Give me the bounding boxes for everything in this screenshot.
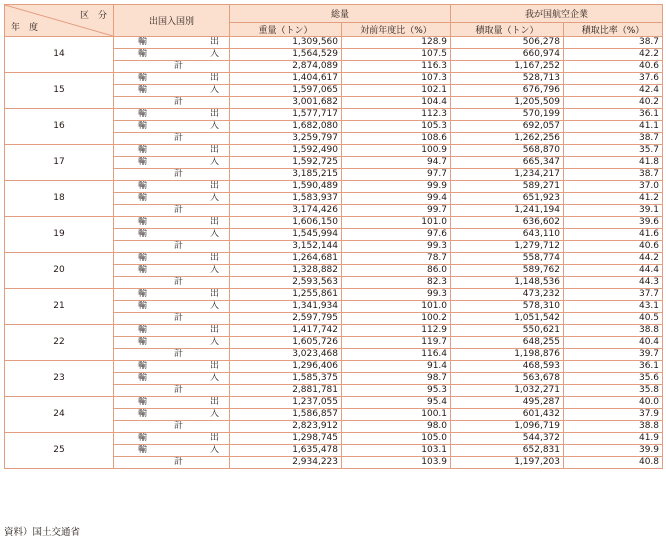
yoy-cell: 107.3 xyxy=(342,73,451,85)
load-ratio-cell: 38.7 xyxy=(564,37,663,49)
weight-cell: 3,174,426 xyxy=(230,205,342,217)
direction-cell xyxy=(114,253,230,265)
total-label: 計 xyxy=(174,421,184,431)
import-label-char2: 入 xyxy=(210,49,220,59)
export-label-char2: 出 xyxy=(210,109,220,119)
weight-cell: 2,593,563 xyxy=(230,277,342,289)
direction-cell xyxy=(114,409,230,421)
export-label-char1: 輸 xyxy=(138,181,148,191)
load-ratio-cell: 39.7 xyxy=(564,349,663,361)
yoy-cell: 97.7 xyxy=(342,169,451,181)
weight-header-label: 重量（トン） xyxy=(258,26,313,36)
weight-cell: 1,237,055 xyxy=(230,397,342,409)
loaded-cell: 506,278 xyxy=(451,37,564,49)
export-label-char1: 輸 xyxy=(138,325,148,335)
weight-cell: 1,583,937 xyxy=(230,193,342,205)
direction-cell xyxy=(114,373,230,385)
load-ratio-cell: 35.7 xyxy=(564,145,663,157)
weight-cell: 2,597,795 xyxy=(230,313,342,325)
year-cell: 14 xyxy=(5,37,114,73)
yoy-header-label: 対前年度比（%） xyxy=(360,26,432,36)
yoy-cell: 112.3 xyxy=(342,109,451,121)
export-label-char1: 輸 xyxy=(138,109,148,119)
load-ratio-cell: 38.8 xyxy=(564,325,663,337)
total-label: 計 xyxy=(174,457,184,467)
direction-cell xyxy=(114,49,230,61)
load-ratio-cell: 41.2 xyxy=(564,193,663,205)
year-cell: 22 xyxy=(5,325,114,361)
total-label: 計 xyxy=(174,133,184,143)
loaded-cell: 495,287 xyxy=(451,397,564,409)
yoy-cell: 104.4 xyxy=(342,97,451,109)
import-label-char2: 入 xyxy=(210,85,220,95)
direction-header-label: 出国入国別 xyxy=(148,17,194,27)
yoy-cell: 101.0 xyxy=(342,301,451,313)
loaded-cell: 1,197,203 xyxy=(451,457,564,469)
table-row xyxy=(5,181,663,193)
direction-cell xyxy=(114,457,230,469)
yoy-cell: 99.3 xyxy=(342,289,451,301)
export-label-char2: 出 xyxy=(210,73,220,83)
yoy-cell: 98.0 xyxy=(342,421,451,433)
yoy-cell: 128.9 xyxy=(342,37,451,49)
total-label: 計 xyxy=(174,385,184,395)
load-ratio-cell: 44.4 xyxy=(564,265,663,277)
table-row xyxy=(5,217,663,229)
loaded-cell: 1,234,217 xyxy=(451,169,564,181)
year-cell: 23 xyxy=(5,361,114,397)
loaded-cell: 568,870 xyxy=(451,145,564,157)
export-label-char2: 出 xyxy=(210,217,220,227)
direction-cell xyxy=(114,313,230,325)
loaded-cell: 468,593 xyxy=(451,361,564,373)
load-ratio-cell: 36.1 xyxy=(564,109,663,121)
category-label: 区 分 xyxy=(79,11,107,21)
load-ratio-cell: 37.6 xyxy=(564,73,663,85)
yoy-cell: 99.3 xyxy=(342,241,451,253)
import-label-char2: 入 xyxy=(210,193,220,203)
load-ratio-cell: 42.2 xyxy=(564,49,663,61)
weight-cell: 1,296,406 xyxy=(230,361,342,373)
export-label-char1: 輸 xyxy=(138,73,148,83)
yoy-cell: 99.7 xyxy=(342,205,451,217)
import-label-char2: 入 xyxy=(210,265,220,275)
direction-cell xyxy=(114,61,230,73)
loaded-cell: 1,167,252 xyxy=(451,61,564,73)
weight-cell: 2,934,223 xyxy=(230,457,342,469)
import-label-char2: 入 xyxy=(210,229,220,239)
direction-cell xyxy=(114,325,230,337)
yoy-cell: 108.6 xyxy=(342,133,451,145)
load-ratio-cell: 36.1 xyxy=(564,361,663,373)
loaded-cell: 1,205,509 xyxy=(451,97,564,109)
weight-cell: 1,341,934 xyxy=(230,301,342,313)
direction-header xyxy=(114,5,230,37)
export-label-char2: 出 xyxy=(210,289,220,299)
load-ratio-header-label: 積取比率（%） xyxy=(581,26,645,36)
export-label-char1: 輸 xyxy=(138,289,148,299)
loaded-cell: 570,199 xyxy=(451,109,564,121)
load-ratio-cell: 43.1 xyxy=(564,301,663,313)
load-ratio-cell: 37.9 xyxy=(564,409,663,421)
import-label-char1: 輸 xyxy=(138,337,148,347)
cargo-table xyxy=(4,4,663,469)
table-row xyxy=(5,433,663,445)
yoy-cell: 105.3 xyxy=(342,121,451,133)
total-group-label: 総量 xyxy=(331,10,350,20)
table-row xyxy=(5,397,663,409)
yoy-cell: 100.9 xyxy=(342,145,451,157)
weight-cell: 1,417,742 xyxy=(230,325,342,337)
weight-cell: 3,152,144 xyxy=(230,241,342,253)
loaded-cell: 1,198,876 xyxy=(451,349,564,361)
yoy-cell: 98.7 xyxy=(342,373,451,385)
loaded-cell: 589,762 xyxy=(451,265,564,277)
direction-cell xyxy=(114,229,230,241)
yoy-header xyxy=(342,23,451,37)
direction-cell xyxy=(114,109,230,121)
year-cell: 17 xyxy=(5,145,114,181)
export-label-char1: 輸 xyxy=(138,253,148,263)
loaded-cell: 1,279,712 xyxy=(451,241,564,253)
direction-cell xyxy=(114,241,230,253)
total-group-header xyxy=(230,5,451,23)
weight-cell: 3,001,682 xyxy=(230,97,342,109)
weight-cell: 1,606,150 xyxy=(230,217,342,229)
load-ratio-cell: 40.0 xyxy=(564,397,663,409)
table-row xyxy=(5,145,663,157)
direction-cell xyxy=(114,337,230,349)
loaded-cell: 692,057 xyxy=(451,121,564,133)
weight-cell: 1,309,560 xyxy=(230,37,342,49)
import-label-char2: 入 xyxy=(210,121,220,131)
export-label-char2: 出 xyxy=(210,37,220,47)
export-label-char2: 出 xyxy=(210,145,220,155)
loaded-cell: 1,241,194 xyxy=(451,205,564,217)
export-label-char2: 出 xyxy=(210,433,220,443)
direction-cell xyxy=(114,37,230,49)
load-ratio-cell: 35.6 xyxy=(564,373,663,385)
direction-cell xyxy=(114,157,230,169)
load-ratio-cell: 38.7 xyxy=(564,133,663,145)
export-label-char1: 輸 xyxy=(138,397,148,407)
import-label-char1: 輸 xyxy=(138,193,148,203)
loaded-cell: 1,032,271 xyxy=(451,385,564,397)
loaded-cell: 578,310 xyxy=(451,301,564,313)
load-ratio-header xyxy=(564,23,663,37)
direction-cell xyxy=(114,217,230,229)
weight-cell: 2,874,089 xyxy=(230,61,342,73)
table-row xyxy=(5,325,663,337)
table-row xyxy=(5,37,663,49)
yoy-cell: 100.2 xyxy=(342,313,451,325)
loaded-cell: 1,096,719 xyxy=(451,421,564,433)
weight-cell: 3,185,215 xyxy=(230,169,342,181)
direction-cell xyxy=(114,133,230,145)
import-label-char1: 輸 xyxy=(138,121,148,131)
direction-cell xyxy=(114,277,230,289)
loaded-header-label: 積取量（トン） xyxy=(475,26,539,36)
year-cell: 25 xyxy=(5,433,114,469)
load-ratio-cell: 41.9 xyxy=(564,433,663,445)
import-label-char1: 輸 xyxy=(138,373,148,383)
total-label: 計 xyxy=(174,349,184,359)
yoy-cell: 116.4 xyxy=(342,349,451,361)
weight-cell: 2,823,912 xyxy=(230,421,342,433)
direction-cell xyxy=(114,421,230,433)
export-label-char1: 輸 xyxy=(138,217,148,227)
weight-cell: 1,597,065 xyxy=(230,85,342,97)
import-label-char2: 入 xyxy=(210,301,220,311)
weight-cell: 1,255,861 xyxy=(230,289,342,301)
total-label: 計 xyxy=(174,205,184,215)
direction-cell xyxy=(114,445,230,457)
direction-cell xyxy=(114,265,230,277)
direction-cell xyxy=(114,85,230,97)
export-label-char2: 出 xyxy=(210,181,220,191)
weight-cell: 1,682,080 xyxy=(230,121,342,133)
table-row xyxy=(5,109,663,121)
export-label-char1: 輸 xyxy=(138,37,148,47)
import-label-char2: 入 xyxy=(210,337,220,347)
export-label-char1: 輸 xyxy=(138,361,148,371)
total-label: 計 xyxy=(174,61,184,71)
weight-cell: 1,635,478 xyxy=(230,445,342,457)
import-label-char1: 輸 xyxy=(138,49,148,59)
table-row xyxy=(5,289,663,301)
yoy-cell: 100.1 xyxy=(342,409,451,421)
weight-cell: 1,298,745 xyxy=(230,433,342,445)
weight-cell: 3,023,468 xyxy=(230,349,342,361)
total-label: 計 xyxy=(174,169,184,179)
weight-cell: 1,590,489 xyxy=(230,181,342,193)
loaded-cell: 1,148,536 xyxy=(451,277,564,289)
yoy-cell: 112.9 xyxy=(342,325,451,337)
table-row xyxy=(5,253,663,265)
import-label-char2: 入 xyxy=(210,373,220,383)
airline-group-header xyxy=(451,5,663,23)
load-ratio-cell: 40.6 xyxy=(564,61,663,73)
loaded-cell: 665,347 xyxy=(451,157,564,169)
total-label: 計 xyxy=(174,97,184,107)
import-label-char2: 入 xyxy=(210,157,220,167)
year-cell: 21 xyxy=(5,289,114,325)
load-ratio-cell: 39.6 xyxy=(564,217,663,229)
direction-cell xyxy=(114,145,230,157)
load-ratio-cell: 42.4 xyxy=(564,85,663,97)
weight-cell: 1,585,375 xyxy=(230,373,342,385)
load-ratio-cell: 41.8 xyxy=(564,157,663,169)
loaded-cell: 643,110 xyxy=(451,229,564,241)
year-cell: 24 xyxy=(5,397,114,433)
loaded-cell: 1,262,256 xyxy=(451,133,564,145)
loaded-cell: 651,923 xyxy=(451,193,564,205)
direction-cell xyxy=(114,289,230,301)
table-row xyxy=(5,361,663,373)
cargo-table-container xyxy=(4,4,662,469)
yoy-cell: 107.5 xyxy=(342,49,451,61)
yoy-cell: 82.3 xyxy=(342,277,451,289)
source-footnote: 資料）国土交通省 xyxy=(4,527,81,538)
import-label-char1: 輸 xyxy=(138,229,148,239)
direction-cell xyxy=(114,361,230,373)
year-cell: 20 xyxy=(5,253,114,289)
load-ratio-cell: 38.8 xyxy=(564,421,663,433)
import-label-char1: 輸 xyxy=(138,409,148,419)
loaded-cell: 528,713 xyxy=(451,73,564,85)
loaded-cell: 652,831 xyxy=(451,445,564,457)
loaded-cell: 601,432 xyxy=(451,409,564,421)
weight-cell: 1,592,725 xyxy=(230,157,342,169)
loaded-cell: 676,796 xyxy=(451,85,564,97)
airline-group-label: 我が国航空企業 xyxy=(525,10,589,20)
table-row xyxy=(5,73,663,85)
weight-cell: 2,881,781 xyxy=(230,385,342,397)
yoy-cell: 97.6 xyxy=(342,229,451,241)
yoy-cell: 95.4 xyxy=(342,397,451,409)
yoy-cell: 99.9 xyxy=(342,181,451,193)
yoy-cell: 86.0 xyxy=(342,265,451,277)
import-label-char2: 入 xyxy=(210,445,220,455)
direction-cell xyxy=(114,205,230,217)
table-body xyxy=(5,37,663,469)
import-label-char1: 輸 xyxy=(138,265,148,275)
load-ratio-cell: 41.1 xyxy=(564,121,663,133)
year-cell: 19 xyxy=(5,217,114,253)
yoy-cell: 103.9 xyxy=(342,457,451,469)
weight-cell: 1,564,529 xyxy=(230,49,342,61)
weight-cell: 1,592,490 xyxy=(230,145,342,157)
yoy-cell: 101.0 xyxy=(342,217,451,229)
weight-cell: 1,264,681 xyxy=(230,253,342,265)
yoy-cell: 105.0 xyxy=(342,433,451,445)
weight-header xyxy=(230,23,342,37)
year-label: 年 度 xyxy=(11,23,39,33)
export-label-char2: 出 xyxy=(210,325,220,335)
loaded-cell: 636,602 xyxy=(451,217,564,229)
load-ratio-cell: 35.8 xyxy=(564,385,663,397)
direction-cell xyxy=(114,397,230,409)
import-label-char1: 輸 xyxy=(138,445,148,455)
weight-cell: 1,545,994 xyxy=(230,229,342,241)
weight-cell: 1,586,857 xyxy=(230,409,342,421)
year-cell: 16 xyxy=(5,109,114,145)
load-ratio-cell: 44.3 xyxy=(564,277,663,289)
load-ratio-cell: 37.7 xyxy=(564,289,663,301)
loaded-cell: 473,232 xyxy=(451,289,564,301)
loaded-cell: 648,255 xyxy=(451,337,564,349)
loaded-cell: 660,974 xyxy=(451,49,564,61)
import-label-char2: 入 xyxy=(210,409,220,419)
total-label: 計 xyxy=(174,313,184,323)
load-ratio-cell: 39.9 xyxy=(564,445,663,457)
export-label-char2: 出 xyxy=(210,361,220,371)
yoy-cell: 102.1 xyxy=(342,85,451,97)
loaded-cell: 589,271 xyxy=(451,181,564,193)
yoy-cell: 103.1 xyxy=(342,445,451,457)
direction-cell xyxy=(114,301,230,313)
loaded-cell: 1,051,542 xyxy=(451,313,564,325)
load-ratio-cell: 40.6 xyxy=(564,241,663,253)
weight-cell: 1,404,617 xyxy=(230,73,342,85)
total-label: 計 xyxy=(174,241,184,251)
yoy-cell: 116.3 xyxy=(342,61,451,73)
direction-cell xyxy=(114,193,230,205)
loaded-cell: 544,372 xyxy=(451,433,564,445)
direction-cell xyxy=(114,97,230,109)
year-cell: 18 xyxy=(5,181,114,217)
loaded-cell: 563,678 xyxy=(451,373,564,385)
loaded-cell: 550,621 xyxy=(451,325,564,337)
load-ratio-cell: 40.4 xyxy=(564,337,663,349)
export-label-char2: 出 xyxy=(210,397,220,407)
yoy-cell: 78.7 xyxy=(342,253,451,265)
direction-cell xyxy=(114,121,230,133)
weight-cell: 1,577,717 xyxy=(230,109,342,121)
direction-cell xyxy=(114,169,230,181)
yoy-cell: 95.3 xyxy=(342,385,451,397)
yoy-cell: 91.4 xyxy=(342,361,451,373)
export-label-char1: 輸 xyxy=(138,145,148,155)
yoy-cell: 94.7 xyxy=(342,157,451,169)
yoy-cell: 99.4 xyxy=(342,193,451,205)
load-ratio-cell: 37.0 xyxy=(564,181,663,193)
import-label-char1: 輸 xyxy=(138,301,148,311)
corner-header xyxy=(5,5,114,37)
direction-cell xyxy=(114,433,230,445)
weight-cell: 3,259,797 xyxy=(230,133,342,145)
load-ratio-cell: 38.7 xyxy=(564,169,663,181)
load-ratio-cell: 40.2 xyxy=(564,97,663,109)
load-ratio-cell: 40.5 xyxy=(564,313,663,325)
direction-cell xyxy=(114,73,230,85)
direction-cell xyxy=(114,349,230,361)
load-ratio-cell: 39.1 xyxy=(564,205,663,217)
loaded-header xyxy=(451,23,564,37)
load-ratio-cell: 41.6 xyxy=(564,229,663,241)
direction-cell xyxy=(114,181,230,193)
total-label: 計 xyxy=(174,277,184,287)
load-ratio-cell: 44.2 xyxy=(564,253,663,265)
export-label-char2: 出 xyxy=(210,253,220,263)
import-label-char1: 輸 xyxy=(138,85,148,95)
year-cell: 15 xyxy=(5,73,114,109)
weight-cell: 1,605,726 xyxy=(230,337,342,349)
import-label-char1: 輸 xyxy=(138,157,148,167)
direction-cell xyxy=(114,385,230,397)
weight-cell: 1,328,882 xyxy=(230,265,342,277)
load-ratio-cell: 40.8 xyxy=(564,457,663,469)
loaded-cell: 558,774 xyxy=(451,253,564,265)
yoy-cell: 119.7 xyxy=(342,337,451,349)
export-label-char1: 輸 xyxy=(138,433,148,443)
